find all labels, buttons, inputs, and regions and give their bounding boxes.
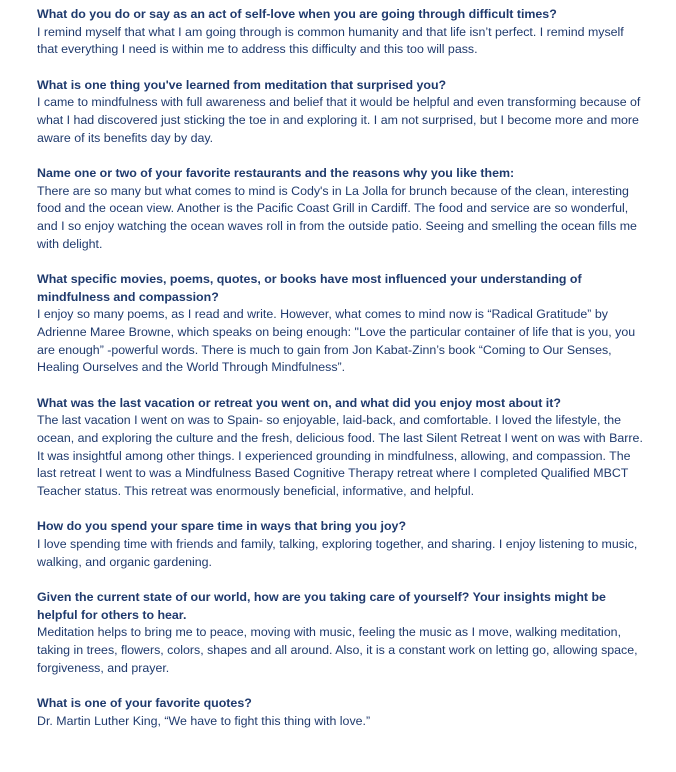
answer-text: The last vacation I went on was to Spain- so enjoyable, laid-back, and comfortable. I loved the lifestyle, the ocean, and exploring the culture and the fresh, delicious food. The last Silent Retreat I went on was with Barre. It was insightful among other things. I experienced grounding in mindfulness, allowing, and compassion. The last retreat I went to was a Mindfulness Based Cognitive Therapy retreat where I completed Qualified MBCT Teacher status. This retreat was enormously beneficial, informative, and helpful. bbox=[37, 413, 643, 499]
qa-meditation-surprise bbox=[37, 77, 646, 148]
qa-spare-time bbox=[37, 518, 646, 571]
qa-last-vacation bbox=[37, 395, 646, 501]
qa-influences bbox=[37, 271, 646, 377]
answer-text: I love spending time with friends and family, talking, exploring together, and sharing. I enjoy listening to music, walking, and organic gardening. bbox=[37, 537, 638, 569]
answer-text: I enjoy so many poems, as I read and write. However, what comes to mind now is “Radical Gratitude” by Adrienne Maree Browne, which speaks on being enough: "Love the particular container of life that is you, you are enough” -powerful words. There is much to gain from Jon Kabat-Zinn’s book “Coming to Our Senses, Healing Ourselves and the World Through Mindfulness”. bbox=[37, 307, 636, 375]
question-heading: Name one or two of your favorite restaurants and the reasons why you like them: bbox=[37, 165, 515, 180]
qa-self-care bbox=[37, 589, 646, 678]
question-heading: What is one thing you've learned from meditation that surprised you? bbox=[37, 77, 447, 92]
qa-self-love bbox=[37, 6, 646, 59]
question-heading: Given the current state of our world, how are you taking care of yourself? Your insights might be helpful for others to hear. bbox=[37, 589, 606, 622]
answer-text: I came to mindfulness with full awareness and belief that it would be helpful and even transforming because of what I had discovered just sticking the toe in and exploring it. I am not surprised, but I become more and more aware of its benefits day by day. bbox=[37, 95, 641, 145]
question-heading: How do you spend your spare time in ways that bring you joy? bbox=[37, 519, 407, 534]
answer-text: Meditation helps to bring me to peace, moving with music, feeling the music as I move, walking meditation, taking in trees, flowers, colors, shapes and all around. Also, it is a constant work on letting go, allowing space, forgiveness, and prayer. bbox=[37, 625, 638, 675]
answer-text: I remind myself that what I am going through is common humanity and that life isn’t perfect. I remind myself that everything I need is within me to address this difficulty and this too will pass. bbox=[37, 24, 624, 57]
qa-favorite-quote bbox=[37, 695, 646, 730]
answer-text: There are so many but what comes to mind is Cody's in La Jolla for brunch because of the clean, interesting food and the ocean view. Another is the Pacific Coast Grill in Cardiff. The food and service are so wonderful, and I so enjoy watching the ocean waves roll in from the outside patio. Seeing and smelling the ocean fills me with delight. bbox=[37, 183, 637, 251]
question-heading: What do you do or say as an act of self-love when you are going through difficult times? bbox=[37, 7, 557, 21]
question-heading: What was the last vacation or retreat you went on, and what did you enjoy most about it? bbox=[37, 395, 561, 410]
answer-text: Dr. Martin Luther King, “We have to fight this thing with love.” bbox=[37, 713, 371, 728]
question-heading: What is one of your favorite quotes? bbox=[37, 696, 252, 710]
question-heading: What specific movies, poems, quotes, or books have most influenced your understanding of mindfulness and compassion? bbox=[37, 271, 582, 304]
qa-favorite-restaurants bbox=[37, 165, 646, 254]
